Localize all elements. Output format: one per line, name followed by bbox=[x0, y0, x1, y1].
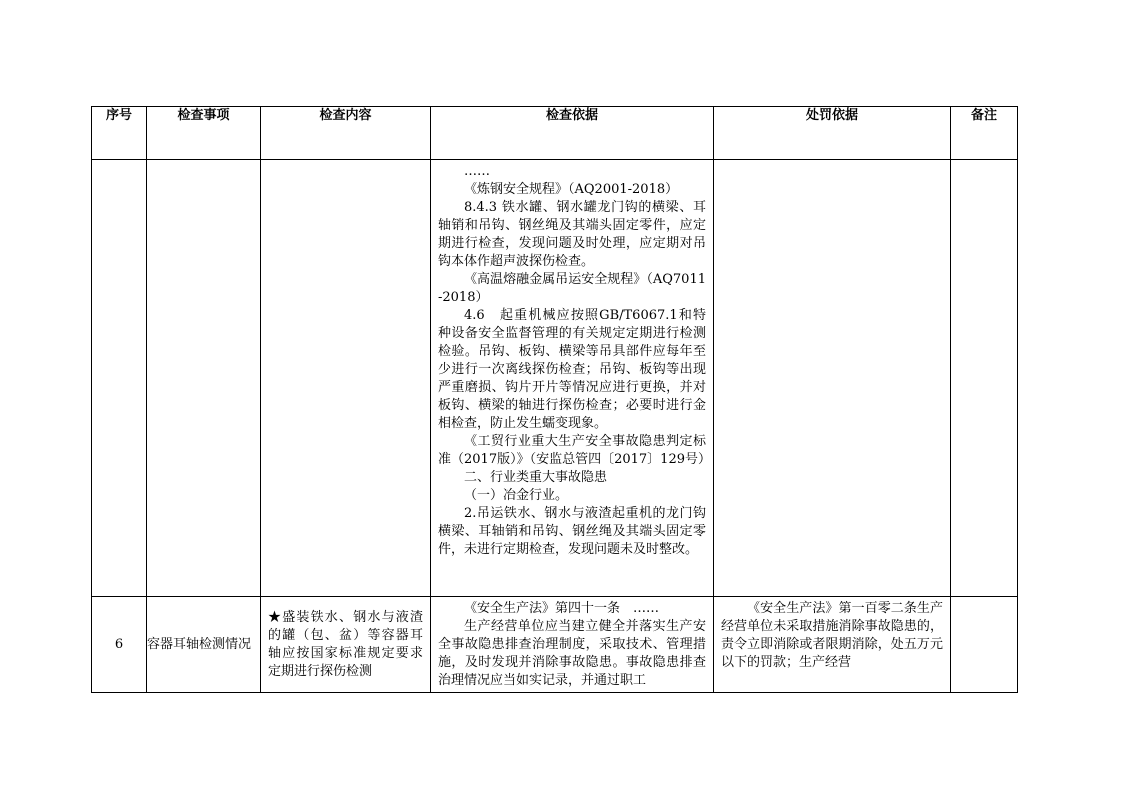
cell-item-empty bbox=[147, 160, 261, 597]
basis-text-block bbox=[431, 160, 713, 561]
basis-paragraph: 《炼钢安全规程》（AQ2001-2018） bbox=[464, 182, 679, 197]
penalty-text-block bbox=[714, 597, 950, 674]
item-text: 容器耳轴检测情况 bbox=[147, 636, 252, 652]
basis-paragraph: …… bbox=[464, 164, 490, 179]
cell-item bbox=[147, 597, 261, 693]
cell-basis bbox=[431, 597, 714, 693]
basis-text-block-6 bbox=[431, 597, 713, 692]
penalty-paragraph: 《安全生产法》第一百零二条生产经营单位未采取措施消除事故隐患的，责令立即消除或者限期消除，处五万元以下的罚款；生产经营 bbox=[721, 601, 943, 670]
cell-remark-empty bbox=[951, 160, 1018, 597]
cell-basis-continued bbox=[431, 160, 714, 597]
basis-paragraph: （一）冶金行业。 bbox=[464, 488, 569, 503]
table-row-continued bbox=[92, 160, 1018, 597]
header-penalty: 处罚依据 bbox=[714, 107, 951, 160]
cell-penalty-empty bbox=[714, 160, 951, 597]
basis-paragraph: 二、行业类重大事故隐患 bbox=[464, 470, 608, 485]
cell-penalty bbox=[714, 597, 951, 693]
header-content: 检查内容 bbox=[261, 107, 431, 160]
inspection-table bbox=[91, 106, 1018, 693]
basis-paragraph: 生产经营单位应当建立健全并落实生产安全事故隐患排查治理制度，采取技术、管理措施，及时发现并消除事故隐患。事故隐患排查治理情况应当如实记录，并通过职工 bbox=[438, 619, 706, 688]
header-remark: 备注 bbox=[951, 107, 1018, 160]
basis-paragraph: 8.4.3 铁水罐、钢水罐龙门钩的横梁、耳轴销和吊钩、钢丝绳及其端头固定零件，应定期进行检查，发现问题及时处理，应定期对吊钩本体作超声波探伤检查。 bbox=[438, 200, 706, 269]
basis-paragraph: 2.吊运铁水、钢水与液渣起重机的龙门钩横梁、耳轴销和吊钩、钢丝绳及其端头固定零件，未进行定期检查，发现问题未及时整改。 bbox=[438, 506, 706, 557]
header-seq: 序号 bbox=[92, 107, 147, 160]
header-basis: 检查依据 bbox=[431, 107, 714, 160]
basis-paragraph: 《安全生产法》第四十一条 …… bbox=[464, 601, 660, 616]
basis-paragraph: 《高温熔融金属吊运安全规程》（AQ7011-2018） bbox=[438, 272, 706, 305]
content-text: ★盛装铁水、钢水与液渣的罐（包、盆）等容器耳轴应按国家标准规定要求定期进行探伤检测 bbox=[268, 609, 423, 679]
header-row bbox=[92, 107, 1018, 160]
cell-seq-empty bbox=[92, 160, 147, 597]
cell-content bbox=[261, 597, 431, 693]
cell-content-empty bbox=[261, 160, 431, 597]
cell-remark bbox=[951, 597, 1018, 693]
basis-paragraph: 《工贸行业重大生产安全事故隐患判定标准（2017版）》（安监总管四〔2017〕129号） bbox=[438, 434, 711, 467]
basis-paragraph: 4.6 起重机械应按照GB/T6067.1和特种设备安全监督管理的有关规定定期进行检测检验。吊钩、板钩、横梁等吊具部件应每年至少进行一次离线探伤检查；吊钩、板钩等出现严重磨损、钩片开片等情况应进行更换，并对板钩、横梁的轴进行探伤检查；必要时进行金相检查，防止发生蠕变现象。 bbox=[438, 308, 706, 431]
header-item: 检查事项 bbox=[147, 107, 261, 160]
table-row-6 bbox=[92, 597, 1018, 693]
cell-seq: 6 bbox=[92, 597, 147, 693]
